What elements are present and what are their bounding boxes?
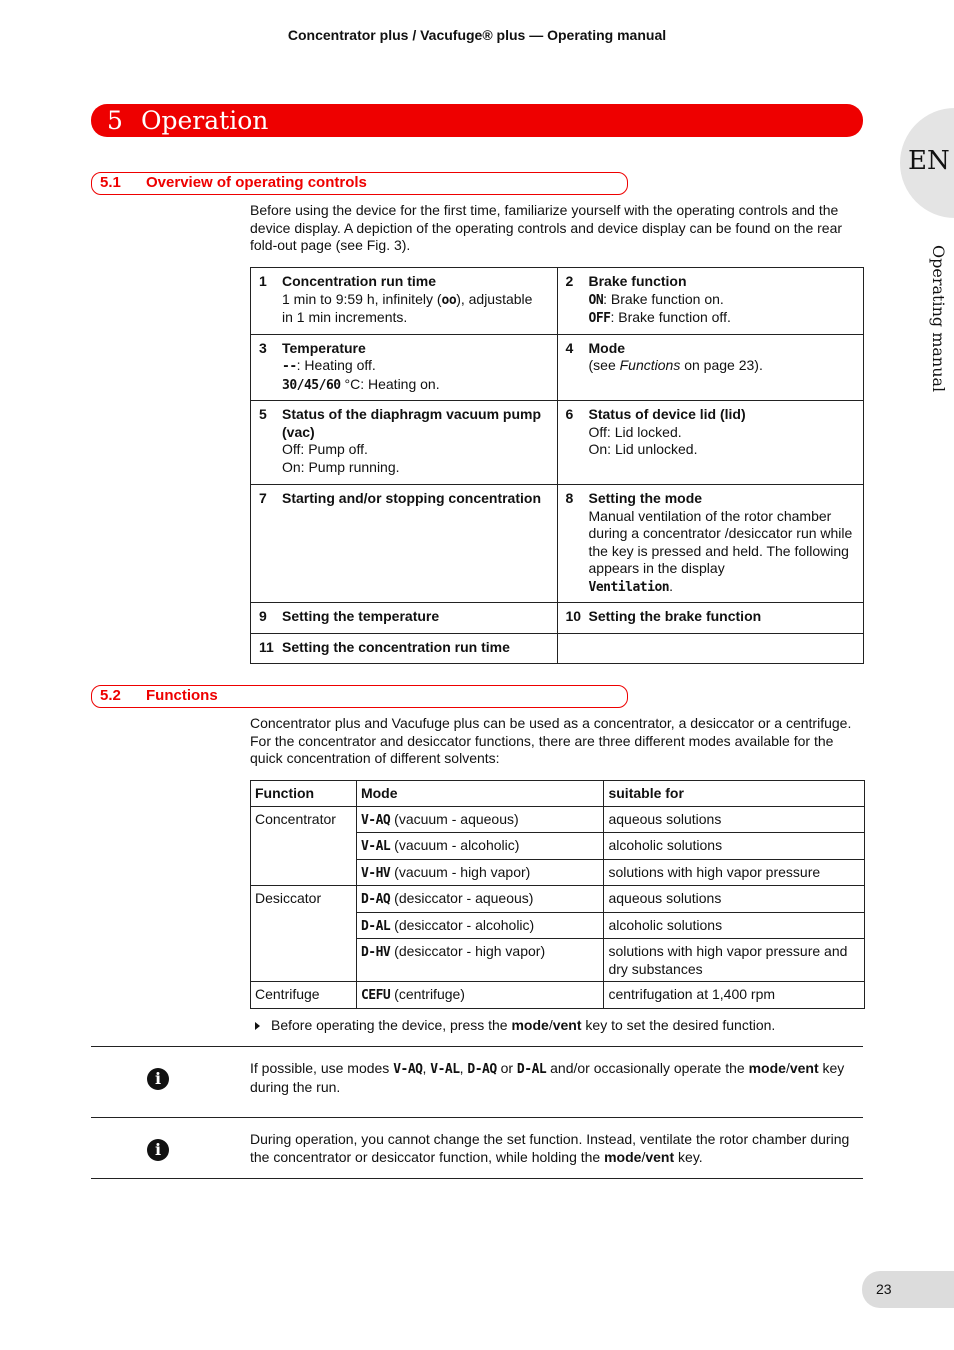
note-text: [250, 1131, 862, 1166]
control-title: Status of device lid (lid): [588, 406, 746, 422]
control-text: : Heating off.: [296, 357, 376, 373]
control-title: Brake function: [588, 273, 687, 289]
control-number: 5: [259, 406, 267, 422]
mode-symbol: D-AL: [516, 1062, 547, 1077]
display-symbol: 30/45/60: [282, 377, 341, 393]
control-number: 3: [259, 339, 267, 356]
note-divider: [91, 1046, 863, 1047]
control-text: On: Pump running.: [282, 458, 400, 475]
key-name: vent: [789, 1060, 819, 1076]
mode-symbol: V-AQ: [360, 812, 391, 828]
control-number: 8: [565, 490, 574, 506]
control-cell-5: [251, 401, 558, 485]
control-cell-1: [251, 268, 558, 335]
control-number: 4: [565, 339, 574, 356]
function-cell: Desiccator: [251, 886, 357, 982]
suitable-cell: alcoholic solutions: [604, 833, 865, 860]
control-cell-7: [251, 485, 558, 603]
control-text: on page 23).: [680, 357, 763, 373]
mode-symbol: V-AL: [360, 839, 391, 854]
control-cell-9: [251, 603, 558, 634]
mode-text: (vacuum - high vapor): [390, 863, 531, 880]
control-title: Concentration run time: [282, 273, 437, 289]
control-text: 1 min to 9:59 h, infinitely (: [282, 290, 442, 307]
chapter-heading: [91, 104, 863, 137]
mode-cell: [356, 912, 604, 939]
control-number: 11: [259, 639, 274, 655]
section-heading-functions: [91, 685, 628, 708]
key-name: vent: [645, 1148, 675, 1165]
language-label: EN: [908, 146, 950, 176]
control-number: 2: [565, 273, 574, 289]
instruction-step: [255, 1017, 865, 1035]
function-cell: Centrifuge: [251, 982, 357, 1009]
key-name: vent: [552, 1017, 582, 1033]
control-text: (see: [588, 357, 620, 373]
mode-cell: [356, 982, 604, 1009]
note-text-part: During operation, you cannot change the set function. Instead, ventilate the rotor chamber during the concentrator or desiccator function, while holding the: [250, 1131, 850, 1165]
control-text: in 1 min increments.: [282, 309, 408, 325]
section-number: 5.1: [100, 174, 121, 191]
display-symbol: ON: [588, 292, 604, 308]
mode-text: (vacuum - aqueous): [390, 810, 519, 827]
control-text: .: [669, 577, 673, 594]
function-cell: Concentrator: [251, 806, 357, 886]
control-title: Starting and/or stopping concentration: [282, 490, 541, 506]
table-row: [251, 982, 865, 1009]
section-title: Functions: [146, 687, 218, 704]
note-text-part: ,: [422, 1060, 431, 1076]
control-cell-4: [557, 334, 864, 401]
instruction-text: /: [548, 1017, 553, 1033]
mode-symbol: D-AQ: [467, 1062, 497, 1077]
suitable-cell: alcoholic solutions: [604, 912, 865, 939]
control-text: On: Lid unlocked.: [588, 441, 698, 457]
note-divider: [91, 1178, 863, 1179]
mode-symbol: D-HV: [360, 945, 391, 960]
control-cell-8: [557, 485, 864, 603]
control-title: Setting the concentration run time: [282, 639, 510, 655]
control-text: : Brake function on.: [603, 290, 724, 307]
note-text-part: ,: [459, 1060, 468, 1076]
section-intro-paragraph: Before using the device for the first time, familiarize yourself with the operating controls and the device display. A depiction of the operating controls and device display can be found on the rear fold-out page (see Fig. 3).: [250, 202, 843, 253]
control-number: 1: [259, 273, 267, 289]
display-symbol: OFF: [588, 311, 611, 326]
mode-text: (desiccator - alcoholic): [390, 916, 535, 933]
control-text: : Brake function off.: [610, 309, 731, 325]
column-header: Mode: [356, 781, 604, 807]
mode-cell: [356, 886, 604, 913]
suitable-cell: centrifugation at 1,400 rpm: [604, 982, 865, 1009]
control-cell-3: [251, 334, 558, 401]
note-divider: [91, 1117, 863, 1118]
note-text-part: or: [496, 1060, 517, 1076]
display-symbol: --: [282, 359, 297, 374]
mode-symbol: V-HV: [360, 865, 391, 881]
control-title: Setting the brake function: [588, 608, 762, 624]
mode-text: (centrifuge): [390, 986, 465, 1002]
mode-symbol: V-AL: [430, 1062, 460, 1077]
control-title: Status of the diaphragm vacuum pump (vac): [282, 406, 542, 440]
mode-cell: [356, 859, 604, 886]
suitable-cell: aqueous solutions: [604, 806, 865, 833]
control-title: Setting the mode: [588, 490, 703, 506]
mode-cell: [356, 806, 604, 833]
instruction-text: Before operating the device, press the: [271, 1017, 512, 1033]
mode-cell: [356, 939, 604, 982]
control-number: 10: [565, 608, 582, 624]
note-text-part: /: [785, 1060, 790, 1076]
mode-symbol: CEFU: [360, 988, 391, 1003]
control-number: 6: [565, 406, 574, 422]
control-cell-6: [557, 401, 864, 485]
column-header: suitable for: [604, 781, 865, 807]
section-intro-paragraph: Concentrator plus and Vacufuge plus can be used as a concentrator, a desiccator or a centrifuge. For the concentrator and desiccator functions, there are three different modes available for the quick concentration of different solvents:: [250, 715, 852, 766]
display-symbol: Ventilation: [588, 579, 670, 595]
table-row: [251, 886, 865, 913]
key-name: mode: [511, 1017, 549, 1033]
control-text: Off: Lid locked.: [588, 423, 682, 440]
suitable-cell: aqueous solutions: [604, 886, 865, 913]
key-name: mode: [604, 1148, 642, 1165]
suitable-cell: solutions with high vapor pressure: [604, 859, 865, 886]
control-title: Mode: [588, 339, 626, 356]
page-header: Concentrator plus / Vacufuge® plus — Operating manual: [287, 27, 667, 43]
chapter-title: Operation: [141, 106, 269, 135]
mode-symbol: V-AQ: [393, 1062, 423, 1077]
mode-symbol: D-AL: [360, 918, 391, 934]
key-name: mode: [748, 1060, 786, 1076]
suitable-cell: solutions with high vapor pressure and dry substances: [604, 939, 865, 982]
control-cell-10: [557, 603, 864, 634]
control-number: 9: [259, 608, 267, 624]
control-title: Setting the temperature: [282, 608, 440, 624]
note-text-part: If possible, use modes: [250, 1060, 394, 1076]
control-cell-11: [251, 634, 558, 664]
control-title: Temperature: [282, 339, 366, 356]
table-header-row: [251, 781, 865, 807]
section-number: 5.2: [100, 687, 121, 704]
control-cell-2: [557, 268, 864, 335]
triangle-bullet-icon: [255, 1022, 260, 1030]
note-text: [250, 1060, 862, 1096]
info-icon: i: [147, 1068, 169, 1090]
functions-table: [250, 780, 865, 1009]
side-section-label: Operating manual: [929, 245, 948, 393]
note-text-part: key.: [674, 1148, 703, 1165]
empty-cell: [557, 634, 864, 664]
mode-text: (desiccator - high vapor): [390, 943, 546, 959]
cross-reference: Functions: [619, 357, 681, 373]
mode-text: (desiccator - aqueous): [390, 890, 534, 906]
control-text: °C: Heating on.: [340, 375, 440, 392]
operating-controls-table: [250, 267, 864, 664]
control-text: Off: Pump off.: [282, 441, 368, 457]
control-number: 7: [259, 490, 267, 506]
mode-symbol: D-AQ: [360, 892, 391, 907]
chapter-number: 5: [107, 106, 123, 135]
mode-cell: [356, 833, 604, 860]
section-title: Overview of operating controls: [146, 174, 367, 191]
note-text-part: and/or occasionally operate the: [546, 1060, 749, 1076]
note-text-part: /: [641, 1148, 646, 1165]
column-header: Function: [251, 781, 357, 807]
note-text-part: key during the run.: [250, 1060, 845, 1095]
infinity-symbol: oo: [441, 292, 457, 308]
table-row: [251, 806, 865, 833]
control-text: ), adjustable: [456, 290, 533, 307]
page-number: 23: [876, 1281, 892, 1297]
instruction-text: key to set the desired function.: [581, 1017, 776, 1033]
control-text: Manual ventilation of the rotor chamber during a concentrator /desiccator run while the key is pressed and held. The following appears in the display: [588, 507, 853, 576]
info-icon: i: [147, 1139, 169, 1161]
mode-text: (vacuum - alcoholic): [390, 837, 520, 853]
section-heading-overview: [91, 172, 628, 195]
